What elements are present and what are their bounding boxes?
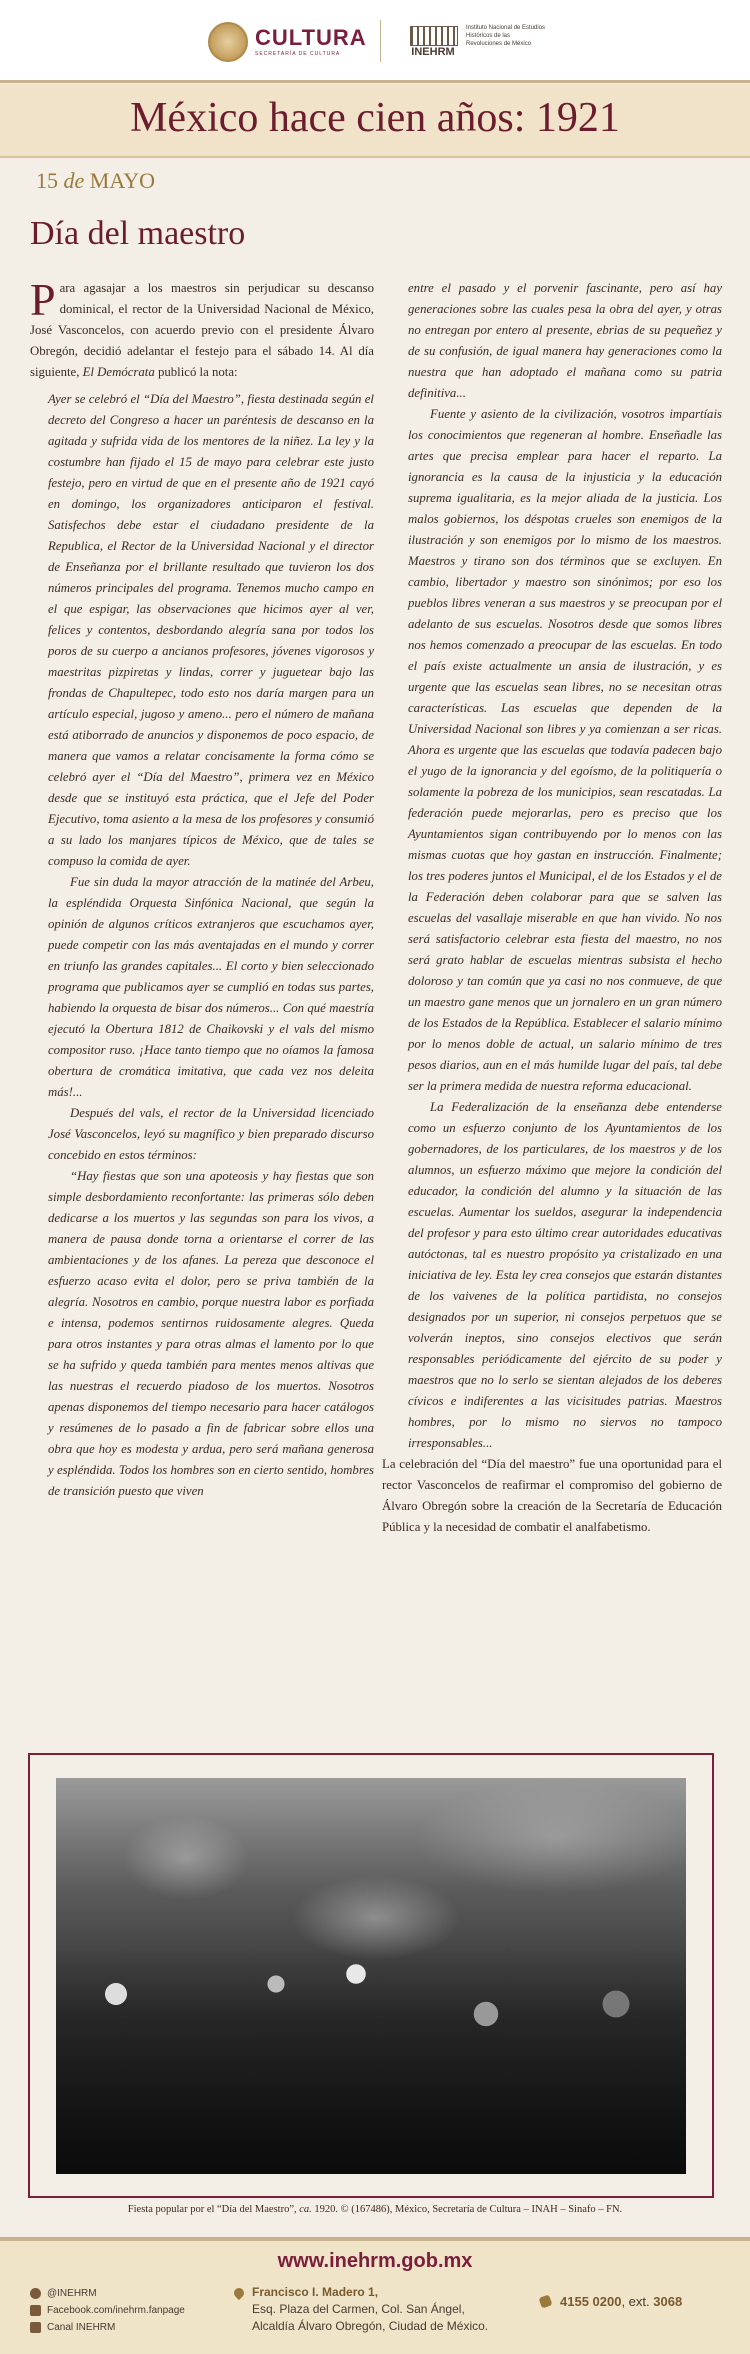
address-line: Alcaldía Álvaro Obregón, Ciudad de México. (252, 2319, 489, 2333)
inehrm-logo[interactable] (406, 24, 546, 60)
social-facebook[interactable]: Facebook.com/inehrm.fanpage (30, 2302, 185, 2319)
historic-photo (56, 1778, 686, 2174)
website-link[interactable]: www.inehrm.gob.mx (277, 2250, 473, 2272)
quote-paragraph: Fuente y asiento de la civilización, vosotros impartíais los conocimientos que regeneran al hombre. Enseñadle las artes que precisa emplear para hacer el reparto. La ignorancia es la causa de la injusticia y la educación suprema igualitaria, es la mejor aliada de la justicia. Los malos gobiernos, los déspotas crueles son enemigos de la ilustración y son enemigos por lo mismo de los maestros. Maestros y tirano son dos términos que se excluyen. En cambio, libertador y maestro son sinónimos; por eso los pueblos libres veneran a sus maestros y se preocupan por el adelanto de sus escuelas. Nosotros desde que somos libres nos hemos comenzado a preocupar de las escuelas. En todo el país existe actualmente un ansia de ilustración, y es urgente que las escuelas sean libres, no se necesitan otras características. Las escuelas que dependen de la Universidad Nacional son libres y ya comienzan a ser ricas. Ahora es urgente que las escuelas que todavía padecen bajo el yugo de la ignorancia y del egoísmo, de la politiquería o solamente la pobreza de los municipios, sean rescatadas. La federación puede mejorarlas, pero es preciso que los Ayuntamientos sigan contribuyendo por lo menos con las mismas cuotas que hoy gastan en instrucción. Finalmente; los tres poderes juntos el Municipal, el de los Estados y el de la Federación deben colaborar para que se salven las escuelas del vasallaje miserable en que han vivido. No nos será satisfactorio celebrar esta fiesta del maestro, no nos será grato hablar de escuelas mientras subsista el hecho doloroso y tan común que ya casi no nos conmueve, de que un maestro gane menos que un jornalero en un gran número de los Estados de la República. Establecer el salario mínimo por lo menos doble de actual, un salario mínimo de tres pesos diarios, aun en el más humilde lugar del país, tal debe ser la primera medida de nuestra reforma educacional. (408, 407, 722, 1093)
quote-paragraph: Después del vals, el rector de la Universidad licenciado José Vasconcelos, leyó su magnífico y bien preparado discurso concebido en estos términos: (48, 1106, 374, 1162)
quote-block-right (408, 278, 722, 1454)
quote-paragraph: La Federalización de la enseñanza debe entenderse como un esfuerzo conjunto de los Ayuntamientos de los gobernadores, de los particulares, de los maestros y de los alumnos, un esfuerzo máximo que mejore la condición del educador, la condición del alumno y la situación de las escuelas. Aumentar los sueldos, asegurar la independencia del profesor y para esto último crear autoridades educativas autóctonas, tal es nuestro propósito ya cristalizado en una iniciativa de ley. Esta ley crea consejos que estarán distantes de los vaivenes de la política partidista, no consejos designados por un superior, ni consejos perpetuos que se volverán ineptos, sino consejos electivos que serán responsables periódicamente del ejército de su poder y maestros que no lo serlo se sientan alejados de los deberes cívicos e indiferentes a las vicisitudes patrias. Maestros hombres, por lo mismo no siervos no tampoco irresponsables... (408, 1100, 722, 1450)
photo-crowd (56, 1944, 686, 2174)
date-day: 15 (36, 168, 58, 193)
date-de: de (63, 168, 85, 193)
quote-paragraph: Ayer se celebró el “Día del Maestro”, fiesta destinada según el decreto del Congreso a hacer un paréntesis de descanso en la agitada y sufrida vida de los mentores de la niñez. La ley y la costumbre han fijado el 15 de mayo para celebrar este justo festejo, pero en virtud de que en el presente año de 1921 cayó en domingo, los organizadores anticiparon el festival. Satisfechos debe estar el ciudadano presidente de la Republica, el Rector de la Universidad Nacional y el director de Enseñanza por el brillante resultado que tuvieron los dos números principales del programa. Tenemos mucho campo en el que espigar, las observaciones que hicimos ayer al ver, felices y contentos, desbordando alegría sana por todos los poros de su cuerpo a ancianos profesores, jóvenes vigorosos y maestritas pizpiretas y lindas, correr y juguetear bajo las frondas de Chapultepec, todo esto nos daría margen para un artículo especial, jugoso y ameno... pero el número de mañana está atiborrado de anuncios y disponemos de poco espacio, de manera que vamos a relatar concisamente la forma cómo se celebró ayer el “Día del Maestro”, primera vez en México desde que se instituyó esta práctica, que el Jefe del Poder Ejecutivo, toma asiento a la mesa de los profesores y consumió a su lado los manjares típicos de México, que de tales se compuso la comida de ayer. (48, 392, 374, 868)
social-youtube[interactable]: Canal INEHRM (30, 2319, 185, 2336)
inehrm-wordmark: INEHRM (411, 46, 455, 58)
cultura-logo[interactable] (208, 22, 367, 62)
twitter-icon (30, 2288, 41, 2299)
social-twitter[interactable]: @INEHRM (30, 2285, 185, 2302)
phone-number[interactable]: 4155 0200, ext. 3068 (560, 2294, 682, 2309)
newspaper-name: El Demócrata (82, 365, 155, 379)
photo-caption: Fiesta popular por el “Día del Maestro”, ca. 1920. © (167486), México, Secretaría de Cultura – INAH – Sinafo – FN. (127, 2204, 623, 2215)
quote-block-left (48, 389, 374, 1502)
inehrm-full-name: Instituto Nacional de Estudios Históricos de las Revoluciones de México (466, 25, 546, 47)
cultura-subtitle: SECRETARÍA DE CULTURA (255, 51, 341, 57)
drop-cap: P (30, 274, 56, 325)
header-bar (0, 0, 750, 83)
closing-paragraph: La celebración del “Día del maestro” fue una oportunidad para el rector Vasconcelos de reafirmar el compromiso del gobierno de Álvaro Obregón sobre la creación de la Secretaría de Educación Pública y la necesidad de combatir el analfabetismo. (382, 1457, 722, 1534)
quote-paragraph: Fue sin duda la mayor atracción de la matinée del Arbeu, la espléndida Orquesta Sinfónica Nacional, que según la opinión de algunos críticos extranjeros que escuchamos ayer, puede competir con las más aventajadas en el mundo y correr en triunfo las grandes capitales... El corto y bien seleccionado programa que publicamos ayer se cumplió en todas sus partes, habiendo la orquesta de bisar dos números... Con qué maestría ejecutó la Obertura 1812 de Chaikovski y el vals del mismo compositor ruso. ¡Hace tanto tiempo que no oíamos la famosa obertura de cromática imitativa, que cada vez nos deleita más!... (48, 875, 374, 1099)
cultura-wordmark: CULTURA (255, 25, 367, 50)
address (252, 2284, 488, 2335)
quote-paragraph: entre el pasado y el porvenir fascinante, pero así hay generaciones sobre las cuales pesa la obra del ayer, y otras no entregan por entero al presente, ebrias de su pequeñez y de su confusión, de igual manera hay generaciones como la nuestra que han adoptado el mañana como su patria definitiva... (408, 281, 722, 400)
national-seal-icon (208, 22, 248, 62)
article-column-right (382, 278, 722, 1538)
date-heading (36, 168, 155, 194)
page-title: México hace cien años: 1921 (130, 95, 620, 141)
date-month: MAYO (89, 168, 155, 193)
article-column-left (30, 274, 374, 1502)
inehrm-building-icon (406, 24, 460, 60)
facebook-icon (30, 2305, 41, 2316)
article-title: Día del maestro (30, 215, 246, 252)
intro-paragraph: Para agasajar a los maestros sin perjudicar su descanso dominical, el rector de la Universidad Nacional de México, José Vasconcelos, con acuerdo previo con el presidente Álvaro Obregón, decidió adelantar el festejo para el sábado 14. Al día siguiente, El Demócrata publicó la nota: (30, 274, 374, 379)
social-links (30, 2285, 185, 2336)
quote-paragraph: “Hay fiestas que son una apoteosis y hay fiestas que son simple desbordamiento reconfortante: las primeras sólo deben dedicarse a los muertos y las segundas son para los vivos, a manera de pausa donde torna a orientarse el correr de las ambientaciones y de los afanes. La pereza que desconoce el esfuerzo acaso evita el dolor, pero se priva también de la alegría. Nosotros en cambio, porque nuestra labor es porfiada e intensa, podemos sentirnos ruidosamente alegres. Queda para otros instantes y para otras almas el lamento por lo que se ha sufrido y queda también para mentes menos altivas que las nuestras el recuerdo piadoso de los muertos. Nosotros apenas disponemos del tiempo necesario para hacer catálogos y resúmenes de lo pasado a fin de fabricar sobre ellos una obra que hoy es modesta y ardua, pero será mañana generosa y espléndida. Todos los hombres son en cierto sentido, hombres de transición puesto que viven (48, 1169, 374, 1498)
youtube-icon (30, 2322, 41, 2333)
address-street: Francisco I. Madero 1, (252, 2285, 379, 2299)
header-divider (380, 20, 381, 62)
address-line: Esq. Plaza del Carmen, Col. San Ángel, (252, 2302, 465, 2316)
